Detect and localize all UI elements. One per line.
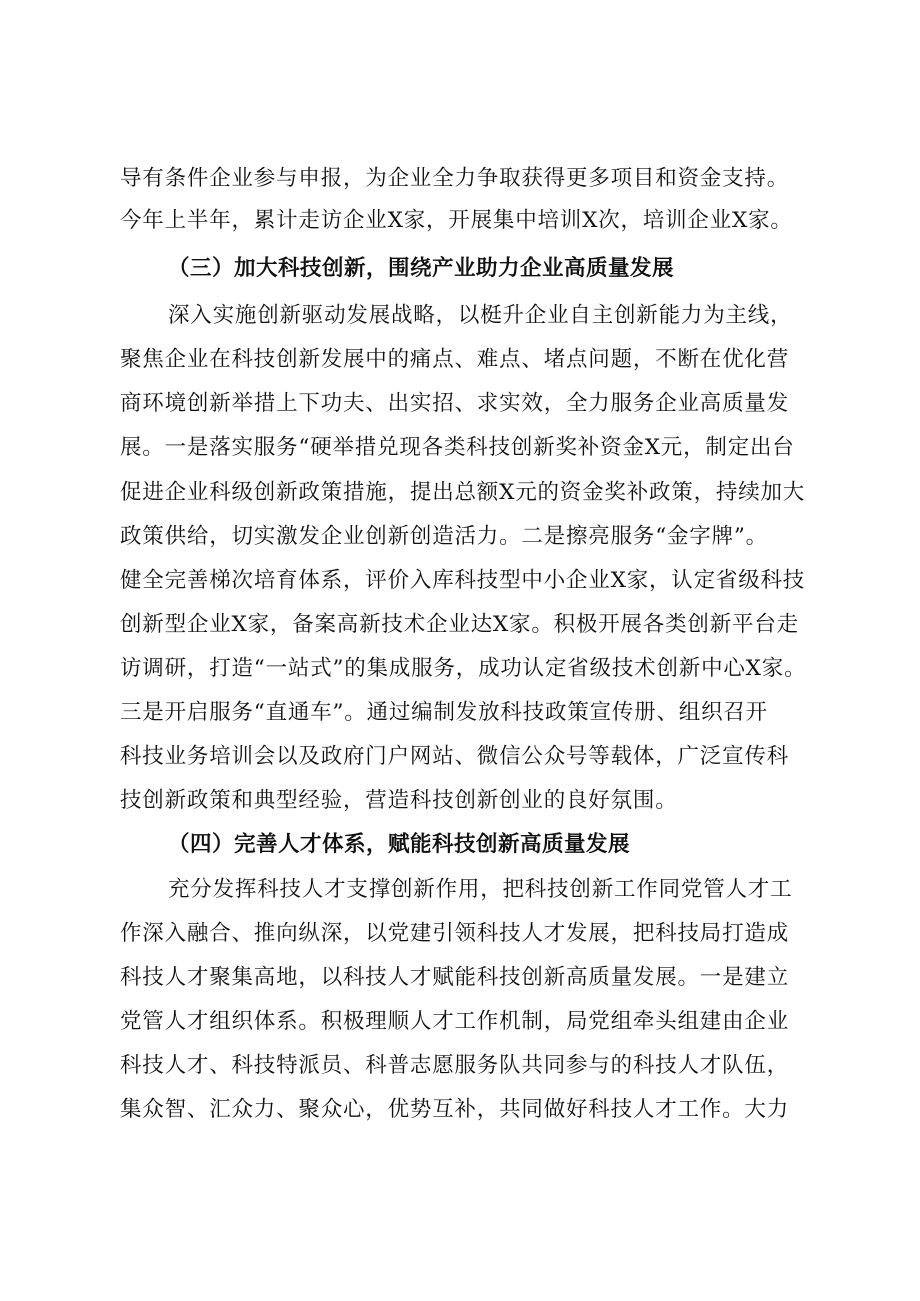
- body-line: 作深入融合、推向纵深，以党建引领科技人才发展，把科技局打造成: [120, 921, 790, 946]
- body-line: 展。一是落实服务“硬举措兑现各类科技创新奖补资金X元，制定出台: [120, 435, 795, 460]
- section-heading: （四）完善人才体系，赋能科技创新高质量发展: [168, 832, 631, 857]
- body-line: 科技人才、科技特派员、科普志愿服务队共同参与的科技人才队伍，: [120, 1053, 790, 1078]
- section-heading: （三）加大科技创新，围绕产业助力企业高质量发展: [168, 256, 675, 281]
- body-line: 集众智、汇众力、聚众心，优势互补，共同做好科技人才工作。大力: [120, 1097, 790, 1122]
- body-line: 访调研，打造“一站式”的集成服务，成功认定省级技术创新中心X家。: [120, 656, 807, 681]
- body-line: 今年上半年，累计走访企业X家，开展集中培训X次，培训企业X家。: [120, 208, 793, 233]
- body-line: 科技业务培训会以及政府门户网站、微信公众号等载体，广泛宣传科: [120, 744, 790, 769]
- body-line: 技创新政策和典型经验，营造科技创新创业的良好氛围。: [120, 788, 678, 813]
- body-line: 深入实施创新驱动发展战略，以梃升企业自主创新能力为主线，: [168, 303, 793, 328]
- body-line: 政策供给，切实激发企业创新创造活力。二是擦亮服务“金字牌”。: [120, 524, 768, 549]
- body-line: 商环境创新举措上下功夫、出实招、求实效，全力服务企业高质量发: [120, 391, 790, 416]
- body-line: 聚焦企业在科技创新发展中的痛点、难点、堵点问题，不断在优化营: [120, 347, 790, 372]
- body-line: 导有条件企业参与申报，为企业全力争取获得更多项目和资金支持。: [120, 166, 790, 191]
- body-line: 三是开启服务“直通车”。通过编制发放科技政策宣传册、组织召开: [120, 700, 768, 725]
- body-line: 创新型企业X家，备案高新技术企业达X家。积极开展各类创新平台走: [120, 612, 799, 637]
- body-line: 健全完善梯次培育体系，评价入库科技型中小企业X家，认定省级科技: [120, 568, 806, 593]
- body-line: 充分发挥科技人才支撑创新作用，把科技创新工作同党管人才工: [168, 877, 793, 902]
- body-line: 党管人才组织体系。积极理顺人才工作机制，局党组牵头组建由企业: [120, 1009, 790, 1034]
- body-line: 促进企业科级创新政策措施，提出总额X元的资金奖补政策，持续加大: [120, 480, 806, 505]
- body-line: 科技人才聚集高地，以科技人才赋能科技创新高质量发展。一是建立: [120, 965, 790, 990]
